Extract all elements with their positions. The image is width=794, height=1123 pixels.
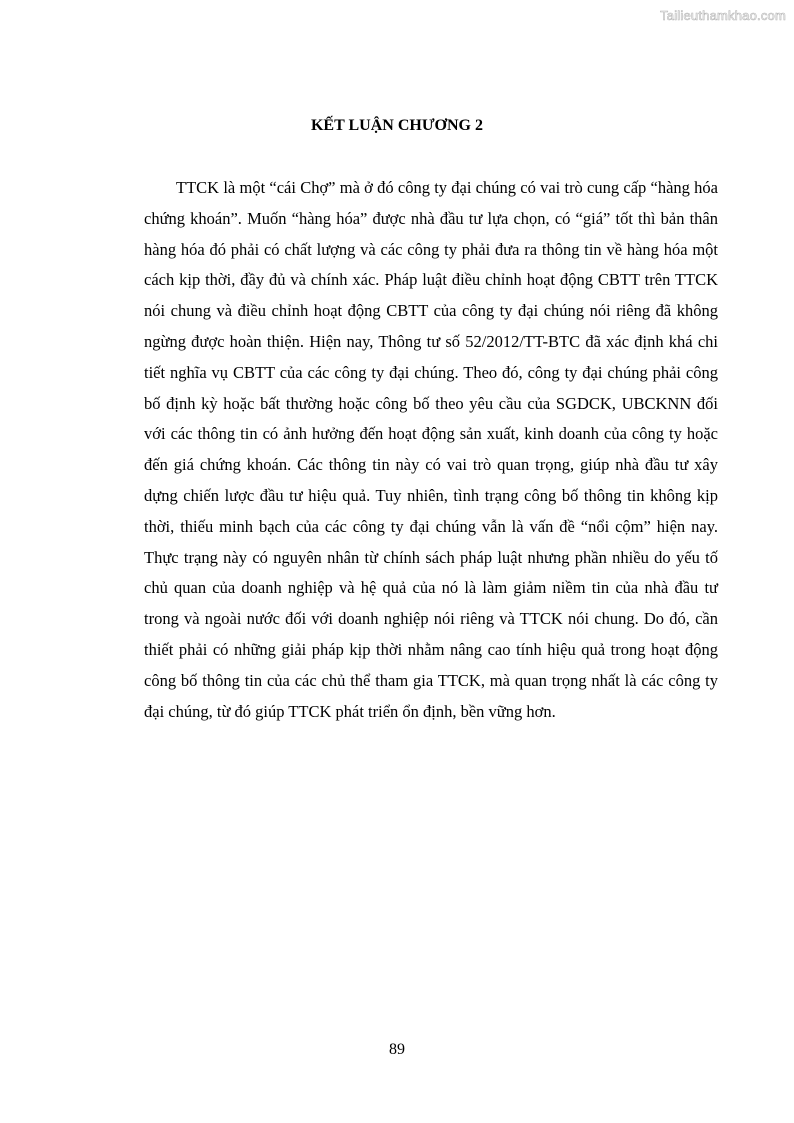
page-number: 89 bbox=[389, 1041, 405, 1058]
body-paragraph: TTCK là một “cái Chợ” mà ở đó công ty đại chúng có vai trò cung cấp “hàng hóa chứng khoán”. Muốn “hàng hóa” được nhà đầu tư lựa chọn, có “giá” tốt thì bản thân hàng hóa đó phải có chất lượng và các công ty phải đưa ra thông tin về hàng hóa một cách kịp thời, đầy đủ và chính xác. Pháp luật điều chỉnh hoạt động CBTT trên TTCK nói chung và điều chỉnh hoạt động CBTT của công ty đại chúng nói riêng đã không ngừng được hoàn thiện. Hiện nay, Thông tư số 52/2012/TT-BTC đã xác định khá chi tiết nghĩa vụ CBTT của các công ty đại chúng. Theo đó, công ty đại chúng phải công bố định kỳ hoặc bất thường hoặc công bố theo yêu cầu của SGDCK, UBCKNN đối với các thông tin có ảnh hưởng đến hoạt động sản xuất, kinh doanh của công ty hoặc đến giá chứng khoán. Các thông tin này có vai trò quan trọng, giúp nhà đầu tư xây dựng chiến lược đầu tư hiệu quả. Tuy nhiên, tình trạng công bố thông tin không kịp thời, thiếu minh bạch của các công ty đại chúng vẫn là vấn đề “nổi cộm” hiện nay. Thực trạng này có nguyên nhân từ chính sách pháp luật nhưng phần nhiều do yếu tố chủ quan của doanh nghiệp và hệ quả của nó là làm giảm niềm tin của nhà đầu tư trong và ngoài nước đối với doanh nghiệp nói riêng và TTCK nói chung. Do đó, cần thiết phải có những giải pháp kịp thời nhằm nâng cao tính hiệu quả trong hoạt động công bố thông tin của các chủ thể tham gia TTCK, mà quan trọng nhất là các công ty đại chúng, từ đó giúp TTCK phát triển ổn định, bền vững hơn. bbox=[144, 178, 718, 721]
chapter-title: KẾT LUẬN CHƯƠNG 2 bbox=[310, 117, 483, 134]
watermark: Tailieuthamkhao.com bbox=[660, 8, 786, 23]
